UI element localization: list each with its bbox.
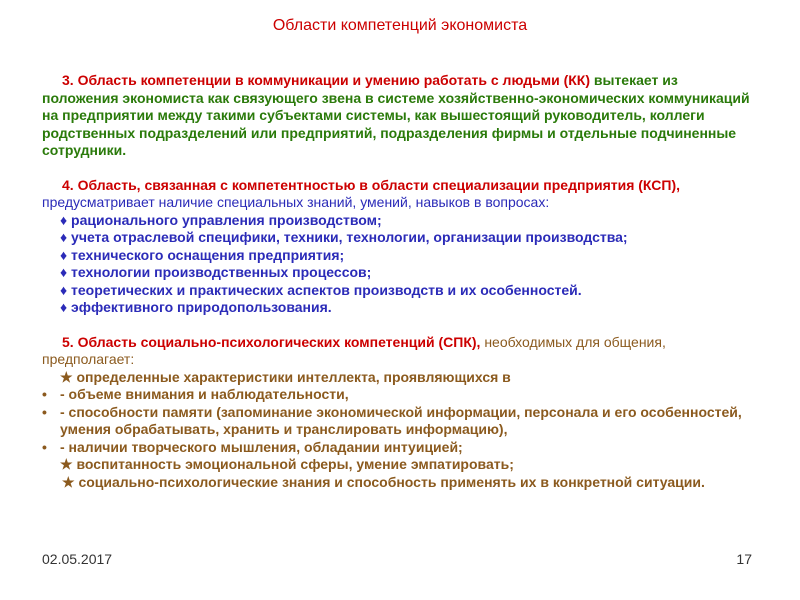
section-5-body: необходимых для общения, предполагает: bbox=[42, 333, 666, 367]
bullet-icon: • bbox=[42, 386, 47, 402]
section-3 bbox=[42, 72, 758, 160]
section-5-bullet-item bbox=[42, 386, 758, 404]
section-4-body: предусматривает наличие специальных знаний, умений, навыков в вопросах: bbox=[42, 194, 550, 210]
section-5-star-item: ★ социально-психологические знания и способность применять их в конкретной ситуации. bbox=[62, 473, 705, 490]
section-4-item: ♦ технологии производственных процессов; bbox=[60, 264, 372, 280]
section-4-item: ♦ учета отраслевой специфики, техники, технологии, организации производства; bbox=[60, 229, 628, 245]
page-number: 17 bbox=[736, 551, 752, 567]
section-3-heading: 3. Область компетенции в коммуникации и умению работать с людьми (КК) bbox=[62, 72, 590, 88]
section-4-item: ♦ рационального управления производством; bbox=[60, 211, 382, 228]
section-5-star-item: ★ воспитанность эмоциональной сферы, умение эмпатировать; bbox=[60, 456, 514, 472]
section-4-item: ♦ эффективного природопользования. bbox=[60, 299, 332, 315]
bullet-text: - наличии творческого мышления, обладании интуицией; bbox=[60, 438, 463, 455]
slide-content bbox=[42, 72, 758, 491]
section-5-heading: 5. Область социально-психологических компетенций (СПК), bbox=[62, 333, 481, 350]
section-4-item: ♦ технического оснащения предприятия; bbox=[60, 246, 345, 263]
footer-date: 02.05.2017 bbox=[42, 551, 113, 567]
section-4-item: ♦ теоретических и практических аспектов производств и их особенностей. bbox=[60, 281, 582, 298]
section-5-bullet-item bbox=[42, 404, 758, 439]
section-5-bullet-item bbox=[42, 439, 758, 457]
section-3-body: вытекает из положения экономиста как связующего звена в системе хозяйственно-экономических коммуникаций на предприятии между такими субъектами системы, как вышестоящий руководитель, коллеги родственных подразделений или предприятий, подразделения фирмы и отдельные подчиненные сотрудники. bbox=[42, 72, 750, 158]
section-4 bbox=[42, 177, 758, 212]
section-5 bbox=[42, 334, 758, 369]
bullet-text: - способности памяти (запоминание экономической информации, персонала и его особенностей, умения обрабатывать, хранить и транслировать информацию), bbox=[60, 403, 742, 437]
bullet-icon: • bbox=[42, 438, 47, 455]
bullet-icon: • bbox=[42, 403, 47, 420]
section-5-star-item: ★ определенные характеристики интеллекта, проявляющихся в bbox=[60, 368, 511, 385]
slide-title: Области компетенций экономиста bbox=[272, 17, 528, 34]
bullet-text: - объеме внимания и наблюдательности, bbox=[60, 386, 349, 402]
section-4-heading: 4. Область, связанная с компетентностью в области специализации предприятия (КСП), bbox=[62, 176, 681, 193]
